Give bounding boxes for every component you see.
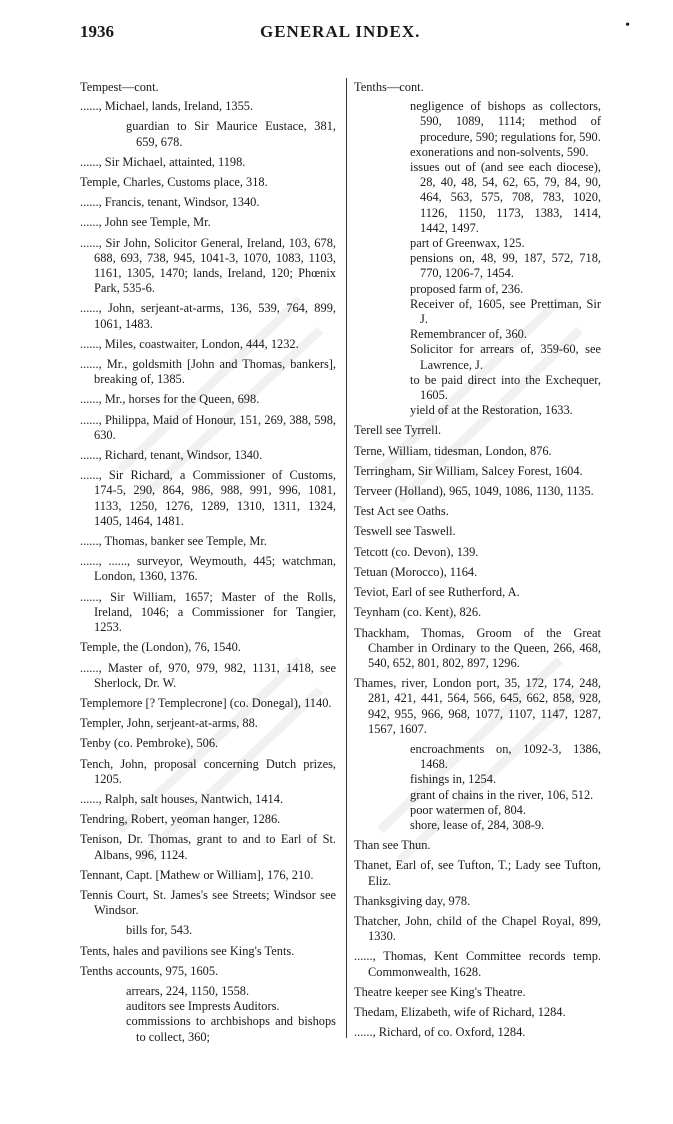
index-entry: Thatcher, John, child of the Chapel Royal, 899, 1330. [354, 913, 601, 944]
index-sub-entry: commissions to archbishops and bishops to collect, 360; [126, 1014, 336, 1044]
index-entry: Terringham, Sir William, Salcey Forest, 1604. [354, 463, 583, 478]
index-entry: ......, Richard, tenant, Windsor, 1340. [80, 448, 263, 463]
index-entry: ......, Master of, 970, 979, 982, 1131, 1418, see Sherlock, Dr. W. [80, 660, 336, 690]
index-sub-entry: bills for, 543. [126, 923, 193, 938]
index-entry: Thanet, Earl of, see Tufton, T.; Lady see Tufton, Eliz. [354, 858, 601, 888]
index-sub-entry: Remembrancer of, 360. [410, 327, 527, 342]
index-sub-entry: exonerations and non-solvents, 590. [410, 144, 589, 159]
index-entry: Terell see Tyrrell. [354, 423, 442, 438]
index-sub-entry: Solicitor for arrears of, 359-60, see Lawrence, J. [410, 342, 601, 372]
index-entry: ......, Michael, lands, Ireland, 1355. [80, 99, 254, 114]
index-entry: ......, Sir William, 1657; Master of the Rolls, Ireland, 1046; a Commissioner for Tangier, 1253. [80, 589, 336, 635]
index-entry: Tennis Court, St. James's see Streets; Windsor see Windsor. [80, 887, 336, 918]
index-sub-entry: shore, lease of, 284, 308-9. [410, 817, 545, 832]
index-entry: ......, Sir Michael, attainted, 1198. [80, 154, 246, 169]
index-entry: ......, Mr., goldsmith [John and Thomas, bankers], breaking of, 1385. [80, 357, 336, 387]
index-entry: ......, Richard, of co. Oxford, 1284. [354, 1025, 526, 1040]
index-entry: Terne, William, tidesman, London, 876. [354, 443, 552, 458]
index-entry: Temple, Charles, Customs place, 318. [80, 175, 268, 190]
index-entry: Thedam, Elizabeth, wife of Richard, 1284. [354, 1004, 566, 1019]
index-entry: ......, Miles, coastwaiter, London, 444, 1232. [80, 336, 299, 351]
index-sub-entry: yield of at the Restoration, 1633. [410, 403, 573, 418]
index-sub-entry: pensions on, 48, 99, 187, 572, 718, 770, 1206-7, 1454. [410, 251, 601, 281]
index-entry: Templer, John, serjeant-at-arms, 88. [80, 716, 258, 731]
sub-entries [80, 984, 336, 1045]
running-title: GENERAL INDEX. [260, 22, 421, 41]
index-entry: Teswell see Taswell. [354, 524, 456, 539]
left-column [80, 80, 336, 1050]
sub-entries [80, 923, 336, 938]
index-entry: Tetuan (Morocco), 1164. [354, 564, 478, 579]
index-sub-entry: fishings in, 1254. [410, 772, 497, 787]
index-entry: ......, Thomas, Kent Committee records temp. Commonwealth, 1628. [354, 949, 601, 979]
index-sub-entry: guardian to Sir Maurice Eustace, 381, 659, 678. [126, 119, 336, 149]
index-entry: ......, ......, surveyor, Weymouth, 445; watchman, London, 1360, 1376. [80, 554, 336, 584]
index-entry: Tennant, Capt. [Mathew or William], 176, 210. [80, 867, 314, 882]
index-entry: ......, John, serjeant-at-arms, 136, 539, 764, 899, 1061, 1483. [80, 301, 336, 331]
index-sub-entry: Receiver of, 1605, see Prettiman, Sir J. [410, 296, 601, 327]
index-entry: Teviot, Earl of see Rutherford, A. [354, 585, 520, 600]
sub-entries [354, 99, 601, 418]
index-entry: Tents, hales and pavilions see King's Tents. [80, 943, 295, 958]
sub-entries [80, 119, 336, 149]
index-sub-entry: negligence of bishops as collectors, 590, 1089, 1114; method of procedure, 590; regulations for, 590. [410, 99, 601, 144]
right-column [354, 80, 601, 1045]
index-entry: Thames, river, London port, 35, 172, 174, 248, 281, 421, 441, 564, 566, 645, 662, 858, 928, 942, 955, 966, 968, 1077, 1107, 1147, 1287, 1567, 1607. [354, 676, 601, 736]
index-entry: Thanksgiving day, 978. [354, 893, 471, 908]
index-entry: ......, Sir Richard, a Commissioner of Customs, 174-5, 290, 864, 986, 988, 991, 996, 1081, 1133, 1250, 1276, 1289, 1310, 1311, 1324, 1405, 1464, 1481. [80, 468, 336, 528]
index-entry: Than see Thun. [354, 838, 431, 853]
page-number: 1936 [80, 22, 114, 41]
index-entry: ......, Francis, tenant, Windsor, 1340. [80, 195, 260, 210]
index-entry: ......, Mr., horses for the Queen, 698. [80, 392, 260, 407]
sub-entries [354, 742, 601, 833]
index-entry: ......, Philippa, Maid of Honour, 151, 269, 388, 598, 630. [80, 412, 336, 442]
index-sub-entry: encroachments on, 1092-3, 1386, 1468. [410, 741, 601, 772]
index-entry: ......, Thomas, banker see Temple, Mr. [80, 534, 267, 549]
column-divider [346, 78, 347, 1038]
index-sub-entry: poor watermen of, 804. [410, 802, 526, 817]
continued-heading: Tenths—cont. [354, 80, 424, 94]
index-entry: ......, John see Temple, Mr. [80, 215, 211, 230]
index-entry: Thackham, Thomas, Groom of the Great Chamber in Ordinary to the Queen, 266, 468, 540, 652, 801, 802, 897, 1296. [354, 625, 601, 670]
index-sub-entry: to be paid direct into the Exchequer, 1605. [410, 372, 601, 403]
index-sub-entry: proposed farm of, 236. [410, 281, 524, 296]
index-entry: Terveer (Holland), 965, 1049, 1086, 1130, 1135. [354, 484, 594, 499]
index-sub-entry: issues out of (and see each diocese), 28, 40, 48, 54, 62, 65, 79, 84, 90, 464, 563, 575, 708, 783, 1020, 1126, 1150, 1173, 1383, 1414, 1442, 1497. [410, 160, 601, 235]
index-entry: Tenths accounts, 975, 1605. [80, 963, 219, 978]
index-sub-entry: grant of chains in the river, 106, 512. [410, 787, 594, 802]
page-header [80, 18, 630, 46]
index-sub-entry: auditors see Imprests Auditors. [126, 999, 280, 1014]
index-entry: Temple, the (London), 76, 1540. [80, 640, 241, 655]
index-entry: Teynham (co. Kent), 826. [354, 605, 482, 620]
index-sub-entry: arrears, 224, 1150, 1558. [126, 983, 250, 998]
index-entry: Tenison, Dr. Thomas, grant to and to Earl of St. Albans, 996, 1124. [80, 832, 336, 862]
index-entry: Tendring, Robert, yeoman hanger, 1286. [80, 812, 281, 827]
index-entry: Templemore [? Templecrone] (co. Donegal), 1140. [80, 695, 332, 710]
continued-heading: Tempest—cont. [80, 80, 159, 94]
index-entry: Test Act see Oaths. [354, 504, 449, 519]
index-sub-entry: part of Greenwax, 125. [410, 236, 525, 251]
corner-dot-icon: • [625, 18, 630, 33]
index-entry: Theatre keeper see King's Theatre. [354, 984, 526, 999]
index-entry: Tench, John, proposal concerning Dutch prizes, 1205. [80, 756, 336, 786]
index-entry: ......, Ralph, salt houses, Nantwich, 1414. [80, 791, 284, 806]
index-entry: Tenby (co. Pembroke), 506. [80, 736, 219, 751]
index-entry: ......, Sir John, Solicitor General, Ireland, 103, 678, 688, 693, 738, 945, 1041-3, 1070, 1083, 1103, 1161, 1305, 1470; lands, Ireland, 120; Phœnix Park, 535-6. [80, 235, 336, 296]
index-entry: Tetcott (co. Devon), 139. [354, 544, 479, 559]
